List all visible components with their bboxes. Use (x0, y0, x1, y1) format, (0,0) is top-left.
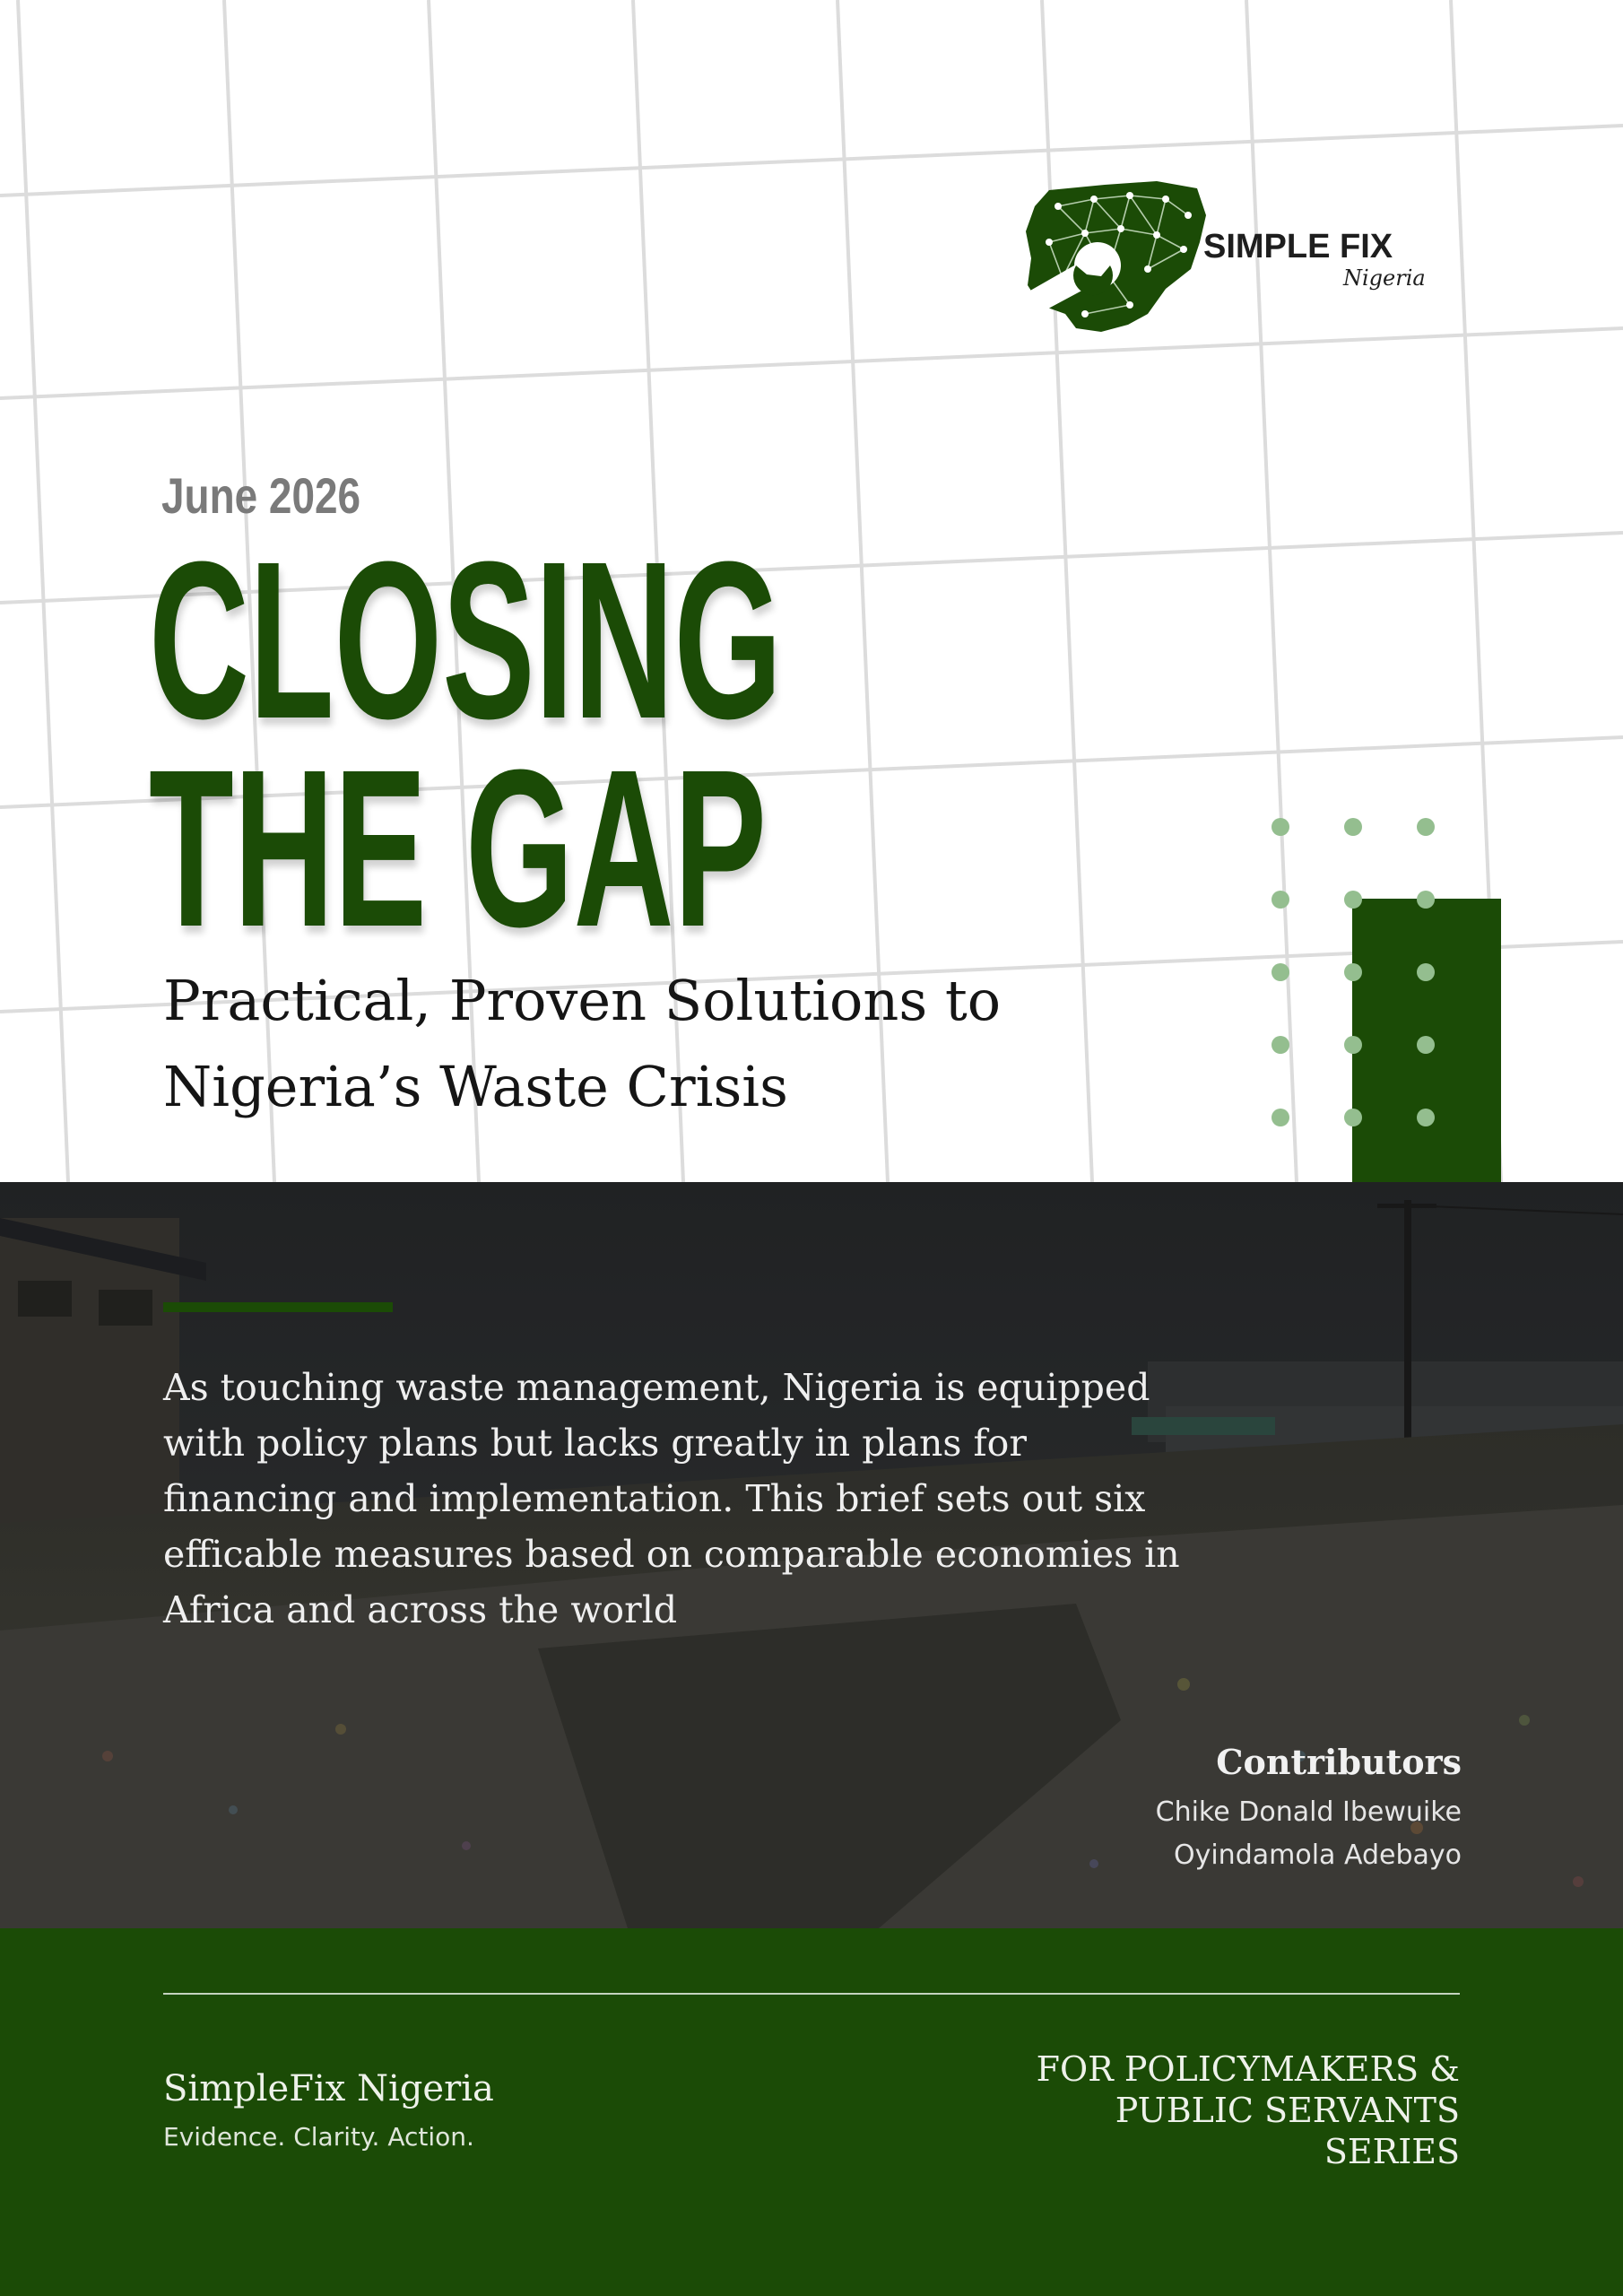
footer-divider (163, 1993, 1460, 1995)
nigeria-map-wrench-icon (1022, 179, 1211, 341)
logo-subword: Nigeria (1343, 265, 1426, 291)
decorative-dot (1344, 1036, 1362, 1054)
cover-title (149, 515, 783, 973)
decorative-dot (1417, 963, 1435, 981)
cover-footer (0, 1928, 1623, 2296)
decorative-dot (1271, 963, 1289, 981)
series-label-line: PUBLIC SERVANTS (1115, 2091, 1460, 2130)
series-label-line: FOR POLICYMAKERS & (1036, 2049, 1460, 2089)
decorative-dot-grid (1271, 818, 1442, 1141)
contributors-heading: Contributors (1216, 1742, 1462, 1782)
decorative-dot (1344, 1109, 1362, 1126)
decorative-dot (1417, 1036, 1435, 1054)
decorative-dot (1271, 891, 1289, 909)
decorative-dot (1344, 891, 1362, 909)
cover-title-line-2: THE GAP (149, 723, 767, 973)
decorative-dot (1417, 818, 1435, 836)
brand-logo (1022, 179, 1435, 341)
contributors-block (1156, 1742, 1462, 1877)
decorative-dot (1417, 1109, 1435, 1126)
cover-subtitle: Practical, Proven Solutions to Nigeria’s Waste Crisis (163, 968, 1002, 1119)
contributor-name: Chike Donald Ibewuike (1155, 1796, 1462, 1828)
accent-underline (163, 1302, 393, 1312)
footer-brand-name: SimpleFix Nigeria (163, 2068, 494, 2109)
contributor-name: Oyindamola Adebayo (1173, 1839, 1462, 1871)
decorative-dot (1271, 1036, 1289, 1054)
intro-paragraph: As touching waste management, Nigeria is equipped with policy plans but lacks greatly in plans for financing and implementation. This brief sets out six efficable measures based on comparable economies in Africa and across the world (163, 1366, 1180, 1631)
footer-tagline: Evidence. Clarity. Action. (163, 2122, 474, 2152)
decorative-dot (1344, 963, 1362, 981)
decorative-dot (1344, 818, 1362, 836)
logo-wordmark: SIMPLE FIX (1203, 228, 1393, 265)
series-label-line: SERIES (1324, 2132, 1460, 2171)
decorative-dot (1271, 1109, 1289, 1126)
cover-title-line-1: CLOSING (149, 515, 783, 765)
decorative-dot (1271, 818, 1289, 836)
decorative-dot (1417, 891, 1435, 909)
series-label (958, 2048, 1460, 2172)
publication-date: June 2026 (161, 467, 361, 524)
